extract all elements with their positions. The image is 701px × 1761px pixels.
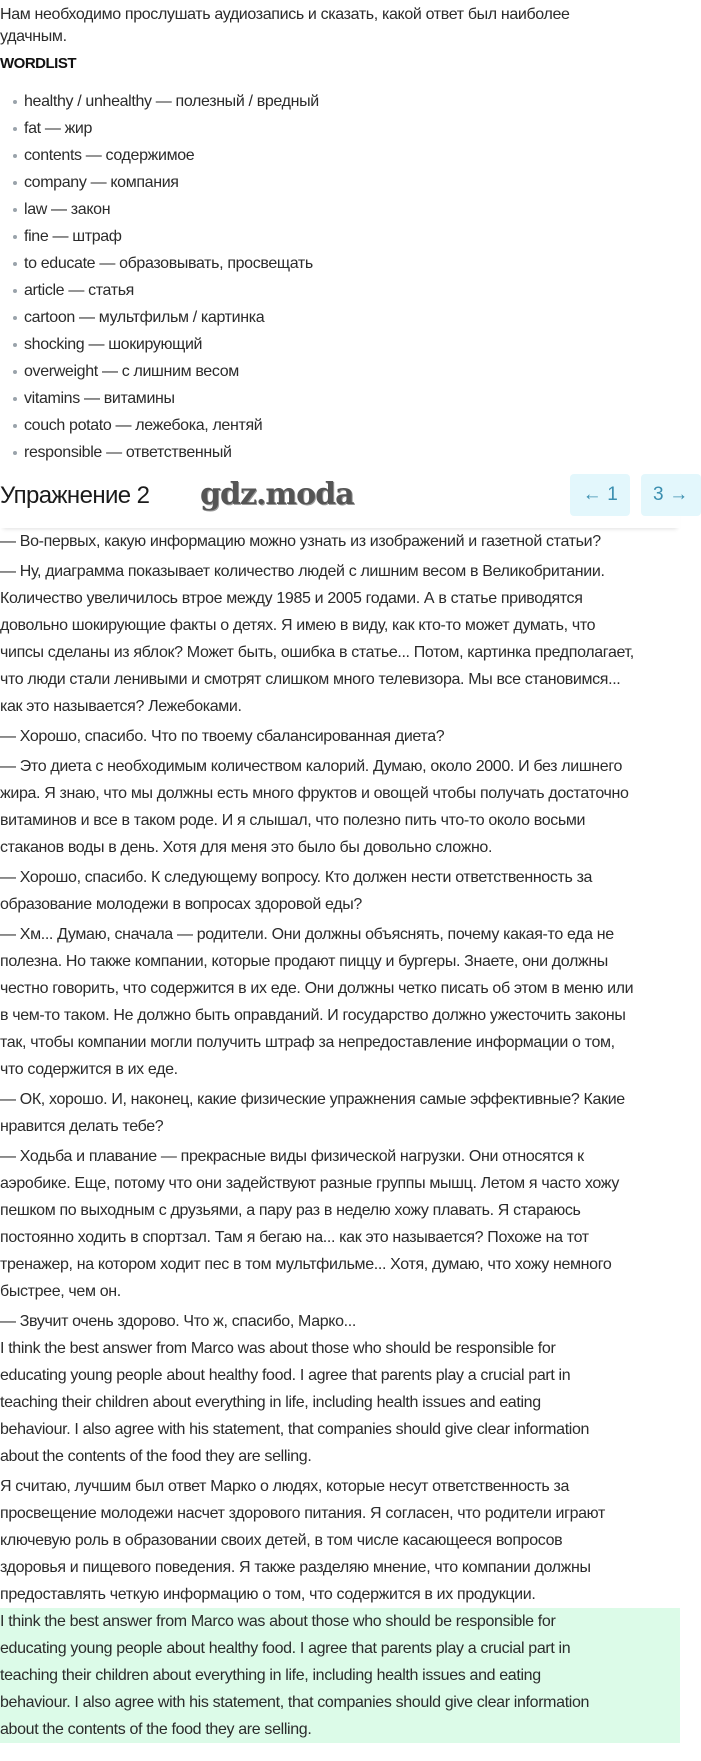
dialog-line: полезна. Но также компании, которые продают пиццу и бургеры. Знаете, они должны xyxy=(0,953,608,970)
answer-line: I think the best answer from Marco was about those who should be responsible for xyxy=(0,1340,556,1357)
dialog-line: тренажер, на котором ходит пес в том мультфильме... Хотя, думаю, что хожу немного xyxy=(0,1256,612,1273)
wordlist-item-text: couch potato — лежебока, лентяй xyxy=(24,417,263,434)
wordlist-title: WORDLIST xyxy=(0,55,76,72)
wordlist-item xyxy=(0,115,680,142)
dialog-line: — ОК, хорошо. И, наконец, какие физические упражнения самые эффективные? Какие xyxy=(0,1091,625,1108)
dialog-turn xyxy=(0,528,680,555)
dialog-line: нравится делать тебе? xyxy=(0,1118,164,1135)
bullet-icon xyxy=(13,181,17,185)
arrow-left-icon: ← xyxy=(582,484,602,505)
answer-russian xyxy=(0,1473,680,1608)
dialog-turn xyxy=(0,921,680,1083)
dialog-line: — Ну, диаграмма показывает количество людей с лишним весом в Великобритании. xyxy=(0,563,605,580)
previous-exercise-label: 1 xyxy=(607,484,618,505)
wordlist-item-text: overweight — с лишним весом xyxy=(24,363,239,380)
dialog-line: довольно шокирующие факты о детях. Я имею в виду, как кто-то может думать, что xyxy=(0,617,596,634)
answer-line: ключевую роль в образовании своих детей, в том числе касающееся вопросов xyxy=(0,1532,563,1549)
dialog-turn xyxy=(0,558,680,720)
wordlist-item xyxy=(0,250,680,277)
bullet-icon xyxy=(13,343,17,347)
bullet-icon xyxy=(13,370,17,374)
intro xyxy=(0,0,680,48)
answer-line: educating young people about healthy food. I agree that parents play a crucial part in xyxy=(0,1367,571,1384)
dialog-line: быстрее, чем он. xyxy=(0,1283,121,1300)
dialog-line: что люди стали ленивыми и смотрят слишком много телевизора. Мы все становимся... xyxy=(0,671,621,688)
dialog-transcript xyxy=(0,528,680,1335)
dialog-line: Количество увеличилось втрое между 1985 и 2005 годами. А в статье приводятся xyxy=(0,590,583,607)
wordlist-item-text: responsible — ответственный xyxy=(24,444,232,461)
wordlist-item xyxy=(0,358,680,385)
arrow-right-icon: → xyxy=(669,484,688,505)
bullet-icon xyxy=(13,424,17,428)
dialog-line: пешком по выходным с друзьями, а пару раз в неделю хожу плавать. Я стараюсь xyxy=(0,1202,581,1219)
answer-line: Я считаю, лучшим был ответ Марко о людях, которые несут ответственность за xyxy=(0,1478,570,1495)
wordlist-item xyxy=(0,88,680,115)
wordlist xyxy=(0,88,680,466)
previous-exercise-button[interactable] xyxy=(570,474,630,516)
dialog-line: что содержится в их еде. xyxy=(0,1061,178,1078)
answer-line: teaching their children about everything in life, including health issues and eating xyxy=(0,1667,541,1684)
dialog-line: аэробике. Еще, потому что они задействуют разные группы мышц. Летом я часто хожу xyxy=(0,1175,619,1192)
dialog-line: как это называется? Лежебоками. xyxy=(0,698,242,715)
intro-line: Нам необходимо прослушать аудиозапись и сказать, какой ответ был наиболее xyxy=(0,6,570,23)
answer-line: behaviour. I also agree with his statement, that companies should give clear information xyxy=(0,1694,590,1711)
dialog-line: — Хорошо, спасибо. К следующему вопросу. Кто должен нести ответственность за xyxy=(0,869,593,886)
dialog-line: стаканов воды в день. Хотя для меня это было бы довольно сложно. xyxy=(0,839,493,856)
wordlist-item xyxy=(0,304,680,331)
wordlist-item xyxy=(0,142,680,169)
bullet-icon xyxy=(13,127,17,131)
answer-line: здоровья и пищевого поведения. Я также разделяю мнение, что компании должны xyxy=(0,1559,591,1576)
bullet-icon xyxy=(13,289,17,293)
bullet-icon xyxy=(13,397,17,401)
answer-line: educating young people about healthy food. I agree that parents play a crucial part in xyxy=(0,1640,571,1657)
dialog-line: — Ходьба и плавание — прекрасные виды физической нагрузки. Они относятся к xyxy=(0,1148,584,1165)
wordlist-item-text: company — компания xyxy=(24,174,179,191)
dialog-turn xyxy=(0,1308,680,1335)
wordlist-item-text: fine — штраф xyxy=(24,228,122,245)
dialog-line: честно говорить, что содержится в их еде. Они должны четко писать об этом в меню или xyxy=(0,980,634,997)
dialog-turn xyxy=(0,753,680,861)
wordlist-item xyxy=(0,277,680,304)
wordlist-item xyxy=(0,439,680,466)
answer-english xyxy=(0,1335,680,1470)
dialog-line: — Звучит очень здорово. Что ж, спасибо, Марко... xyxy=(0,1313,356,1330)
dialog-line: — Хорошо, спасибо. Что по твоему сбалансированная диета? xyxy=(0,728,445,745)
answer xyxy=(0,1335,680,1743)
dialog-turn xyxy=(0,1086,680,1140)
answer-line: предоставлять четкую информацию о том, что содержится в их продукции. xyxy=(0,1586,536,1603)
next-exercise-button[interactable] xyxy=(641,474,701,516)
bullet-icon xyxy=(13,100,17,104)
bullet-icon xyxy=(13,316,17,320)
wordlist-item xyxy=(0,196,680,223)
wordlist-item xyxy=(0,412,680,439)
wordlist-item-text: article — статья xyxy=(24,282,134,299)
exercise-header xyxy=(0,466,688,528)
wordlist-item-text: to educate — образовывать, просвещать xyxy=(24,255,313,272)
bullet-icon xyxy=(13,235,17,239)
page-title: Упражнение 2 xyxy=(0,482,150,509)
dialog-turn xyxy=(0,864,680,918)
wordlist-item xyxy=(0,223,680,250)
wordlist-item xyxy=(0,385,680,412)
wordlist-item-text: law — закон xyxy=(24,201,111,218)
bullet-icon xyxy=(13,451,17,455)
dialog-line: так, чтобы компании могли получить штраф за непредоставление информации о том, xyxy=(0,1034,615,1051)
dialog-line: постоянно ходить в спортзал. Там я бегаю на... как это называется? Похоже на тот xyxy=(0,1229,589,1246)
wordlist-item-text: shocking — шокирующий xyxy=(24,336,203,353)
wordlist-item-text: healthy / unhealthy — полезный / вредный xyxy=(24,93,319,110)
dialog-line: витаминов и все в таком роде. И я слышал, что полезно пить что-то около восьми xyxy=(0,812,586,829)
wordlist-item-text: cartoon — мультфильм / картинка xyxy=(24,309,265,326)
wordlist-item-text: vitamins — витамины xyxy=(24,390,175,407)
bullet-icon xyxy=(13,262,17,266)
answer-line: behaviour. I also agree with his statement, that companies should give clear information xyxy=(0,1421,590,1438)
dialog-line: — Это диета с необходимым количеством калорий. Думаю, около 2000. И без лишнего xyxy=(0,758,623,775)
answer-line: teaching their children about everything in life, including health issues and eating xyxy=(0,1394,541,1411)
intro-line: удачным. xyxy=(0,28,67,45)
bullet-icon xyxy=(13,154,17,158)
dialog-turn xyxy=(0,723,680,750)
wordlist-item xyxy=(0,331,680,358)
dialog-line: — Хм... Думаю, сначала — родители. Они должны объяснять, почему какая-то еда не xyxy=(0,926,614,943)
wordlist-item xyxy=(0,169,680,196)
dialog-line: — Во-первых, какую информацию можно узнать из изображений и газетной статьи? xyxy=(0,533,601,550)
watermark-logo: gdz.moda xyxy=(200,477,354,512)
wordlist-item-text: contents — содержимое xyxy=(24,147,195,164)
answer-line: about the contents of the food they are selling. xyxy=(0,1721,312,1738)
dialog-line: чипсы сделаны из яблок? Может быть, ошибка в статье... Потом, картинка предполагает, xyxy=(0,644,634,661)
bullet-icon xyxy=(13,208,17,212)
wordlist-item-text: fat — жир xyxy=(24,120,93,137)
answer-line: about the contents of the food they are selling. xyxy=(0,1448,312,1465)
answer-english-highlighted xyxy=(0,1608,680,1743)
answer-line: просвещение молодежи насчет здорового питания. Я согласен, что родители играют xyxy=(0,1505,605,1522)
dialog-line: жира. Я знаю, что мы должны есть много фруктов и овощей чтобы получать достаточно xyxy=(0,785,629,802)
dialog-line: в чем-то таком. Не должно быть оправданий. И государство должно ужесточить законы xyxy=(0,1007,626,1024)
dialog-line: образование молодежи в вопросах здоровой еды? xyxy=(0,896,362,913)
answer-line: I think the best answer from Marco was about those who should be responsible for xyxy=(0,1613,556,1630)
next-exercise-label: 3 xyxy=(653,484,664,505)
dialog-turn xyxy=(0,1143,680,1305)
